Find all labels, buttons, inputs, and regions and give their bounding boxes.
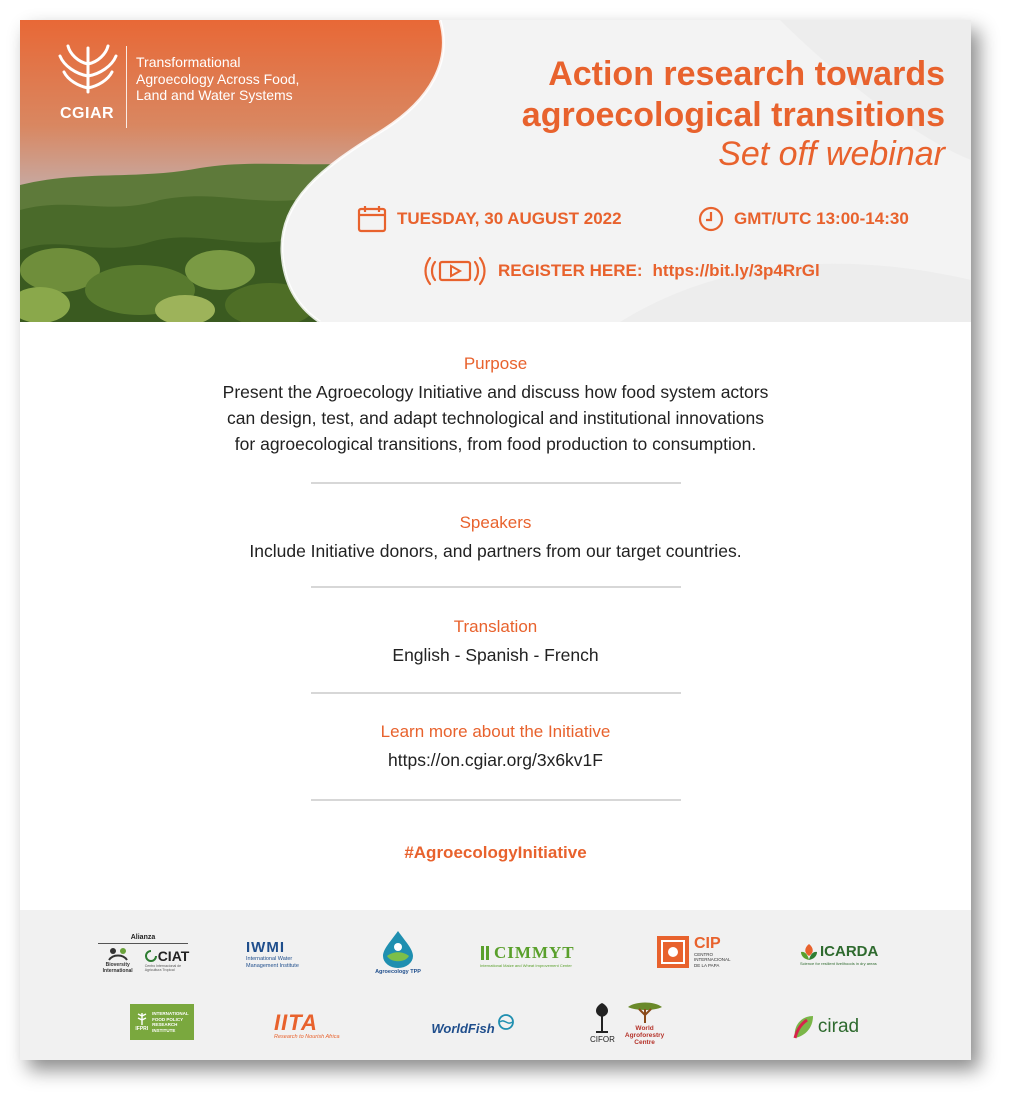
- ifpri-sub-line: FOOD POLICY: [152, 1016, 184, 1022]
- ifpri-logo: [130, 1004, 194, 1040]
- page-subtitle: Set off webinar: [718, 135, 945, 173]
- cimmyt-subtitle: International Maize and Wheat Improvement Center: [480, 962, 572, 968]
- hashtag: #AgroecologyInitiative: [404, 843, 587, 862]
- section-heading: Speakers: [459, 513, 532, 532]
- alliance-logo: [94, 928, 192, 980]
- section-divider: [311, 799, 681, 801]
- cimmyt-wordmark: CIMMYT: [494, 942, 575, 962]
- acacia-tree-icon: [626, 999, 664, 1025]
- cifor-tree-icon: [590, 1001, 614, 1035]
- ciat-icon: [145, 950, 157, 962]
- cip-logo: [656, 932, 746, 972]
- page-title: [385, 54, 945, 136]
- cgiar-wordmark: CGIAR: [60, 105, 115, 122]
- header-banner: [20, 20, 971, 322]
- title-line: agroecological transitions: [521, 96, 945, 134]
- iita-logo: [274, 1006, 354, 1046]
- worldfish-wordmark: WorldFish: [431, 1020, 495, 1036]
- agroecology-tpp-logo: [368, 922, 428, 982]
- cimmyt-logo: [480, 938, 590, 972]
- cimmyt-leaf-icon: [480, 945, 494, 961]
- worldfish-globe-icon: [497, 1013, 515, 1031]
- ifpri-sub-line: RESEARCH: [152, 1022, 178, 1027]
- learn-more-section: [20, 721, 971, 773]
- cip-wordmark: CIP: [694, 934, 721, 952]
- cip-sub-line: CENTRO: [694, 951, 713, 957]
- section-divider: [311, 586, 681, 588]
- ciat-subtitle: Centro Internacional de Agricultura Tropical: [144, 964, 182, 972]
- translation-section: [20, 616, 971, 668]
- tagline-line: Land and Water Systems: [136, 87, 293, 103]
- section-divider: [311, 692, 681, 694]
- purpose-section: [20, 353, 971, 457]
- cifor-icraf-logo: [590, 994, 710, 1050]
- water-drop-icon: [379, 929, 417, 969]
- ifpri-wordmark: IFPRI: [135, 1026, 149, 1032]
- iwmi-sub-line: Management Institute: [246, 962, 299, 969]
- cirad-leaf-icon: [791, 1014, 815, 1040]
- cgiar-wheat-icon: [56, 42, 120, 102]
- iwmi-wordmark: IWMI: [246, 939, 285, 956]
- section-divider: [311, 482, 681, 484]
- ifpri-sub-line: INTERNATIONAL: [152, 1011, 189, 1016]
- title-line: Action research towards: [548, 55, 945, 93]
- section-heading: Translation: [453, 617, 538, 636]
- alliance-rule: [98, 943, 188, 944]
- text-line: Present the Agroecology Initiative and discuss how food system actors: [222, 382, 769, 402]
- speakers-section: [20, 512, 971, 564]
- cip-sub-line: INTERNACIONAL: [694, 957, 731, 963]
- icarda-subtitle: Science for resilient livelihoods in dry areas: [800, 960, 877, 966]
- section-heading: Learn more about the Initiative: [380, 722, 611, 741]
- section-text: Include Initiative donors, and partners from our target countries.: [249, 541, 742, 561]
- register-link[interactable]: https://bit.ly/3p4RrGl: [652, 261, 820, 280]
- section-heading: Purpose: [463, 354, 528, 373]
- logo-divider: [126, 46, 127, 128]
- register-row[interactable]: [422, 254, 820, 288]
- icarda-leaf-icon: [800, 943, 818, 961]
- bioversity-icon: [107, 946, 129, 962]
- ciat-wordmark: CIAT: [157, 948, 190, 964]
- section-text: [20, 379, 971, 457]
- icraf-line: World: [635, 1024, 654, 1032]
- event-time-text: GMT/UTC 13:00-14:30: [734, 209, 909, 228]
- ifpri-sub-line: INSTITUTE: [152, 1027, 176, 1033]
- alliance-top-label: Alianza: [130, 934, 156, 941]
- text-line: for agroecological transitions, from food production to consumption.: [234, 434, 757, 454]
- event-date-text: TUESDAY, 30 AUGUST 2022: [397, 209, 622, 228]
- iita-wordmark: IITA: [274, 1010, 318, 1035]
- iita-subtitle: Research to Nourish Africa: [274, 1034, 340, 1040]
- icraf-line: Centre: [634, 1038, 655, 1046]
- event-time: [698, 204, 909, 234]
- iwmi-sub-line: International Water: [246, 956, 293, 962]
- icarda-logo: [800, 936, 900, 972]
- calendar-icon: [357, 205, 387, 233]
- bioversity-label: Bioversity International: [102, 962, 133, 974]
- tagline-line: Agroecology Across Food,: [136, 70, 300, 87]
- section-text: English - Spanish - French: [392, 645, 599, 665]
- partner-logos: [20, 910, 971, 1060]
- initiative-tagline: [136, 54, 336, 104]
- cip-emblem-icon: [656, 935, 690, 969]
- iwmi-logo: [246, 934, 326, 974]
- agroecology-tpp-label: Agroecology TPP: [375, 969, 421, 975]
- worldfish-logo: [430, 1008, 516, 1048]
- icarda-wordmark: ICARDA: [820, 943, 879, 960]
- initiative-link[interactable]: https://on.cgiar.org/3x6kv1F: [388, 750, 603, 770]
- cip-sub-line: DE LA PAPA: [694, 962, 720, 968]
- icraf-line: Agroforestry: [624, 1031, 665, 1039]
- clock-icon: [698, 206, 724, 232]
- cirad-logo: [780, 1010, 870, 1044]
- webinar-flyer: [20, 20, 971, 1060]
- event-date: [357, 204, 622, 234]
- text-line: can design, test, and adapt technological and institutional innovations: [226, 408, 765, 428]
- cifor-wordmark: CIFOR: [590, 1034, 615, 1044]
- register-label: REGISTER HERE:: [498, 261, 643, 280]
- ifpri-grain-icon: [136, 1012, 148, 1026]
- cirad-wordmark: cirad: [817, 1016, 860, 1037]
- cgiar-logo: [56, 42, 336, 132]
- tagline-line: Transformational: [136, 54, 241, 70]
- broadcast-video-icon: [422, 254, 488, 288]
